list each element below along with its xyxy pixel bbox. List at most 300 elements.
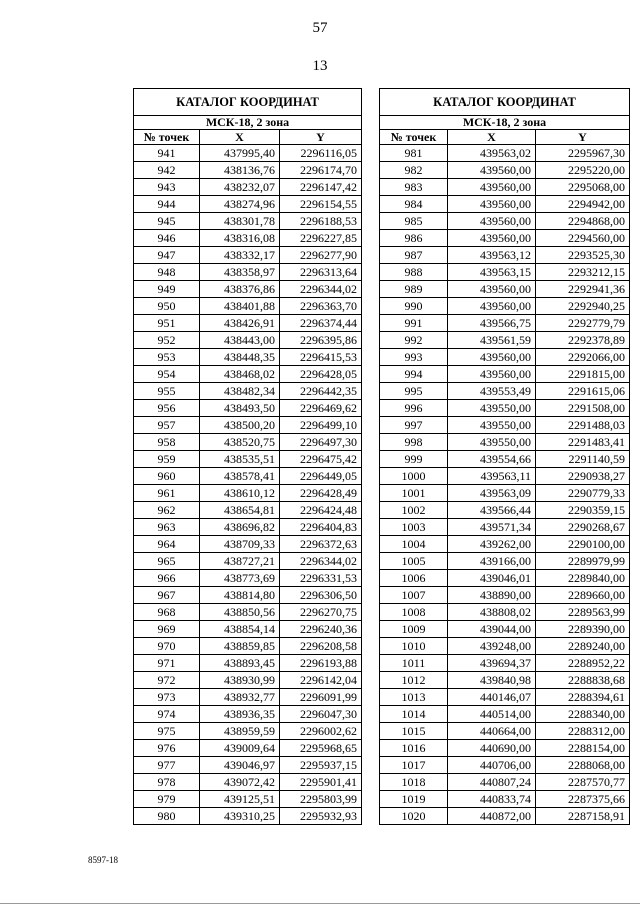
table-row [134, 706, 362, 723]
y-coordinate-cell: 2293525,30 [536, 247, 630, 264]
point-number-cell: 942 [134, 162, 200, 179]
bottom-divider [0, 903, 640, 904]
point-number-cell: 977 [134, 757, 200, 774]
table-row [380, 570, 630, 587]
y-coordinate-cell: 2296154,55 [280, 196, 362, 213]
table-row [134, 485, 362, 502]
point-number-cell: 976 [134, 740, 200, 757]
point-number-cell: 973 [134, 689, 200, 706]
table-row [380, 434, 630, 451]
y-coordinate-cell: 2296147,42 [280, 179, 362, 196]
y-coordinate-cell: 2296208,58 [280, 638, 362, 655]
point-number-cell: 1020 [380, 808, 448, 825]
y-coordinate-cell: 2289840,00 [536, 570, 630, 587]
y-coordinate-cell: 2295932,93 [280, 808, 362, 825]
y-coordinate-cell: 2296475,42 [280, 451, 362, 468]
table-row [134, 536, 362, 553]
table-row [380, 417, 630, 434]
x-coordinate-cell: 440146,07 [448, 689, 536, 706]
x-coordinate-cell: 439310,25 [200, 808, 280, 825]
point-number-cell: 993 [380, 349, 448, 366]
point-number-cell: 1014 [380, 706, 448, 723]
y-coordinate-cell: 2296313,64 [280, 264, 362, 281]
point-number-cell: 989 [380, 281, 448, 298]
y-coordinate-cell: 2296442,35 [280, 383, 362, 400]
x-coordinate-cell: 438773,69 [200, 570, 280, 587]
y-coordinate-cell: 2296395,86 [280, 332, 362, 349]
point-number-cell: 952 [134, 332, 200, 349]
x-coordinate-cell: 439044,00 [448, 621, 536, 638]
table-row [380, 366, 630, 383]
y-coordinate-cell: 2288838,68 [536, 672, 630, 689]
table-row [134, 621, 362, 638]
table-row [134, 145, 362, 162]
y-coordinate-cell: 2290938,27 [536, 468, 630, 485]
x-coordinate-cell: 438332,17 [200, 247, 280, 264]
table-row [380, 196, 630, 213]
table-row [134, 655, 362, 672]
y-coordinate-cell: 2294942,00 [536, 196, 630, 213]
x-coordinate-cell: 439046,01 [448, 570, 536, 587]
y-coordinate-cell: 2296270,75 [280, 604, 362, 621]
table-row [380, 162, 630, 179]
table-row [380, 604, 630, 621]
point-number-cell: 969 [134, 621, 200, 638]
x-coordinate-cell: 439694,37 [448, 655, 536, 672]
x-coordinate-cell: 438376,86 [200, 281, 280, 298]
table-row [380, 638, 630, 655]
x-coordinate-cell: 440706,00 [448, 757, 536, 774]
point-number-cell: 982 [380, 162, 448, 179]
point-number-cell: 1012 [380, 672, 448, 689]
point-number-cell: 948 [134, 264, 200, 281]
x-coordinate-cell: 438274,96 [200, 196, 280, 213]
x-coordinate-cell: 438232,07 [200, 179, 280, 196]
page-number: 57 [312, 20, 328, 36]
y-coordinate-cell: 2292378,89 [536, 332, 630, 349]
x-coordinate-cell: 440664,00 [448, 723, 536, 740]
y-coordinate-cell: 2294868,00 [536, 213, 630, 230]
x-coordinate-cell: 438578,41 [200, 468, 280, 485]
x-coordinate-cell: 438854,14 [200, 621, 280, 638]
y-coordinate-cell: 2296174,70 [280, 162, 362, 179]
catalog-zone: МСК-18, 2 зона [134, 116, 362, 130]
point-number-cell: 1010 [380, 638, 448, 655]
x-coordinate-cell: 438936,35 [200, 706, 280, 723]
y-coordinate-cell: 2289240,00 [536, 638, 630, 655]
x-coordinate-cell: 438301,78 [200, 213, 280, 230]
point-number-cell: 1015 [380, 723, 448, 740]
x-coordinate-cell: 440807,24 [448, 774, 536, 791]
table-row [380, 808, 630, 825]
point-number-cell: 988 [380, 264, 448, 281]
table-row [134, 604, 362, 621]
x-coordinate-cell: 439566,75 [448, 315, 536, 332]
table-row [134, 247, 362, 264]
table-row [134, 400, 362, 417]
point-number-cell: 953 [134, 349, 200, 366]
y-coordinate-cell: 2296331,53 [280, 570, 362, 587]
table-row [134, 791, 362, 808]
table-row [380, 298, 630, 315]
table-row [134, 689, 362, 706]
table-body [134, 145, 362, 825]
y-coordinate-cell: 2296227,85 [280, 230, 362, 247]
column-header-y: Y [280, 130, 362, 145]
table-row [380, 536, 630, 553]
x-coordinate-cell: 439166,00 [448, 553, 536, 570]
y-coordinate-cell: 2295068,00 [536, 179, 630, 196]
table-row [134, 281, 362, 298]
x-coordinate-cell: 439553,49 [448, 383, 536, 400]
y-coordinate-cell: 2296449,05 [280, 468, 362, 485]
table-row [380, 689, 630, 706]
table-row [134, 179, 362, 196]
table-row [134, 468, 362, 485]
x-coordinate-cell: 439560,00 [448, 230, 536, 247]
x-coordinate-cell: 439248,00 [448, 638, 536, 655]
x-coordinate-cell: 439560,00 [448, 179, 536, 196]
table-row [380, 723, 630, 740]
column-header-x: X [448, 130, 536, 145]
point-number-cell: 1005 [380, 553, 448, 570]
y-coordinate-cell: 2292779,79 [536, 315, 630, 332]
point-number-cell: 986 [380, 230, 448, 247]
point-number-cell: 1016 [380, 740, 448, 757]
y-coordinate-cell: 2291140,59 [536, 451, 630, 468]
point-number-cell: 947 [134, 247, 200, 264]
point-number-cell: 941 [134, 145, 200, 162]
x-coordinate-cell: 440872,00 [448, 808, 536, 825]
coordinate-catalog-table-right [379, 88, 630, 825]
point-number-cell: 1007 [380, 587, 448, 604]
y-coordinate-cell: 2296372,63 [280, 536, 362, 553]
table-row [380, 451, 630, 468]
table-body [380, 145, 630, 825]
table-row [380, 247, 630, 264]
catalog-title: КАТАЛОГ КООРДИНАТ [134, 89, 362, 116]
table-row [380, 281, 630, 298]
x-coordinate-cell: 438859,85 [200, 638, 280, 655]
x-coordinate-cell: 438482,34 [200, 383, 280, 400]
x-coordinate-cell: 438610,12 [200, 485, 280, 502]
point-number-cell: 958 [134, 434, 200, 451]
point-number-cell: 966 [134, 570, 200, 587]
y-coordinate-cell: 2296091,99 [280, 689, 362, 706]
y-coordinate-cell: 2296497,30 [280, 434, 362, 451]
x-coordinate-cell: 438709,33 [200, 536, 280, 553]
point-number-cell: 1009 [380, 621, 448, 638]
x-coordinate-cell: 439560,00 [448, 213, 536, 230]
point-number-cell: 983 [380, 179, 448, 196]
point-number-cell: 987 [380, 247, 448, 264]
y-coordinate-cell: 2288068,00 [536, 757, 630, 774]
x-coordinate-cell: 438520,75 [200, 434, 280, 451]
x-coordinate-cell: 439560,00 [448, 298, 536, 315]
x-coordinate-cell: 438890,00 [448, 587, 536, 604]
y-coordinate-cell: 2296499,10 [280, 417, 362, 434]
x-coordinate-cell: 440514,00 [448, 706, 536, 723]
table-row [380, 485, 630, 502]
y-coordinate-cell: 2290359,15 [536, 502, 630, 519]
table-row [380, 553, 630, 570]
point-number-cell: 984 [380, 196, 448, 213]
point-number-cell: 945 [134, 213, 200, 230]
x-coordinate-cell: 438932,77 [200, 689, 280, 706]
point-number-cell: 972 [134, 672, 200, 689]
point-number-cell: 954 [134, 366, 200, 383]
x-coordinate-cell: 439561,59 [448, 332, 536, 349]
point-number-cell: 998 [380, 434, 448, 451]
table-row [134, 774, 362, 791]
table-row [134, 213, 362, 230]
table-row [134, 332, 362, 349]
y-coordinate-cell: 2293212,15 [536, 264, 630, 281]
y-coordinate-cell: 2290100,00 [536, 536, 630, 553]
y-coordinate-cell: 2296240,36 [280, 621, 362, 638]
x-coordinate-cell: 438814,80 [200, 587, 280, 604]
y-coordinate-cell: 2295803,99 [280, 791, 362, 808]
point-number-cell: 980 [134, 808, 200, 825]
point-number-cell: 994 [380, 366, 448, 383]
table-row [134, 740, 362, 757]
point-number-cell: 946 [134, 230, 200, 247]
x-coordinate-cell: 438448,35 [200, 349, 280, 366]
x-coordinate-cell: 438654,81 [200, 502, 280, 519]
y-coordinate-cell: 2296277,90 [280, 247, 362, 264]
point-number-cell: 985 [380, 213, 448, 230]
x-coordinate-cell: 439563,11 [448, 468, 536, 485]
point-number-cell: 1004 [380, 536, 448, 553]
table-row [134, 162, 362, 179]
x-coordinate-cell: 439563,12 [448, 247, 536, 264]
table-row [380, 468, 630, 485]
table-row [134, 315, 362, 332]
point-number-cell: 992 [380, 332, 448, 349]
x-coordinate-cell: 438959,59 [200, 723, 280, 740]
x-coordinate-cell: 438358,97 [200, 264, 280, 281]
y-coordinate-cell: 2288394,61 [536, 689, 630, 706]
table-row [134, 264, 362, 281]
document-code: 8597-18 [88, 855, 118, 865]
point-number-cell: 981 [380, 145, 448, 162]
point-number-cell: 1018 [380, 774, 448, 791]
y-coordinate-cell: 2295220,00 [536, 162, 630, 179]
table-row [380, 179, 630, 196]
table-row [134, 672, 362, 689]
y-coordinate-cell: 2296363,70 [280, 298, 362, 315]
y-coordinate-cell: 2296344,02 [280, 553, 362, 570]
column-header-point: № точек [134, 130, 200, 145]
table-row [380, 791, 630, 808]
x-coordinate-cell: 438316,08 [200, 230, 280, 247]
table-row [134, 383, 362, 400]
table-row [380, 774, 630, 791]
y-coordinate-cell: 2288154,00 [536, 740, 630, 757]
y-coordinate-cell: 2289660,00 [536, 587, 630, 604]
point-number-cell: 1000 [380, 468, 448, 485]
table-row [380, 519, 630, 536]
y-coordinate-cell: 2296415,53 [280, 349, 362, 366]
catalog-zone: МСК-18, 2 зона [380, 116, 630, 130]
x-coordinate-cell: 438808,02 [448, 604, 536, 621]
y-coordinate-cell: 2296428,49 [280, 485, 362, 502]
y-coordinate-cell: 2294560,00 [536, 230, 630, 247]
y-coordinate-cell: 2288952,22 [536, 655, 630, 672]
table-row [134, 417, 362, 434]
table-row [134, 502, 362, 519]
table-row [134, 723, 362, 740]
x-coordinate-cell: 439560,00 [448, 366, 536, 383]
y-coordinate-cell: 2289390,00 [536, 621, 630, 638]
y-coordinate-cell: 2292066,00 [536, 349, 630, 366]
table-row [134, 349, 362, 366]
point-number-cell: 974 [134, 706, 200, 723]
y-coordinate-cell: 2291815,00 [536, 366, 630, 383]
y-coordinate-cell: 2296306,50 [280, 587, 362, 604]
y-coordinate-cell: 2296424,48 [280, 502, 362, 519]
y-coordinate-cell: 2296142,04 [280, 672, 362, 689]
y-coordinate-cell: 2289979,99 [536, 553, 630, 570]
point-number-cell: 950 [134, 298, 200, 315]
table-row [134, 570, 362, 587]
x-coordinate-cell: 439563,09 [448, 485, 536, 502]
x-coordinate-cell: 438500,20 [200, 417, 280, 434]
y-coordinate-cell: 2296404,83 [280, 519, 362, 536]
point-number-cell: 949 [134, 281, 200, 298]
point-number-cell: 943 [134, 179, 200, 196]
point-number-cell: 962 [134, 502, 200, 519]
table-row [134, 519, 362, 536]
table-row [134, 196, 362, 213]
y-coordinate-cell: 2291615,06 [536, 383, 630, 400]
point-number-cell: 961 [134, 485, 200, 502]
point-number-cell: 1017 [380, 757, 448, 774]
point-number-cell: 1008 [380, 604, 448, 621]
table-row [380, 502, 630, 519]
x-coordinate-cell: 438443,00 [200, 332, 280, 349]
point-number-cell: 1011 [380, 655, 448, 672]
y-coordinate-cell: 2296188,53 [280, 213, 362, 230]
x-coordinate-cell: 439563,02 [448, 145, 536, 162]
y-coordinate-cell: 2296193,88 [280, 655, 362, 672]
table-row [134, 230, 362, 247]
y-coordinate-cell: 2292940,25 [536, 298, 630, 315]
table-row [380, 672, 630, 689]
y-coordinate-cell: 2296374,44 [280, 315, 362, 332]
point-number-cell: 1001 [380, 485, 448, 502]
x-coordinate-cell: 439072,42 [200, 774, 280, 791]
table-row [380, 757, 630, 774]
y-coordinate-cell: 2287158,91 [536, 808, 630, 825]
y-coordinate-cell: 2296047,30 [280, 706, 362, 723]
table-row [134, 553, 362, 570]
y-coordinate-cell: 2296344,02 [280, 281, 362, 298]
table-row [380, 655, 630, 672]
point-number-cell: 1006 [380, 570, 448, 587]
y-coordinate-cell: 2296116,05 [280, 145, 362, 162]
x-coordinate-cell: 439550,00 [448, 434, 536, 451]
y-coordinate-cell: 2296469,62 [280, 400, 362, 417]
point-number-cell: 975 [134, 723, 200, 740]
column-header-x: X [200, 130, 280, 145]
coordinate-catalog-table-left [133, 88, 362, 825]
table-row [380, 145, 630, 162]
x-coordinate-cell: 439563,15 [448, 264, 536, 281]
point-number-cell: 1003 [380, 519, 448, 536]
point-number-cell: 955 [134, 383, 200, 400]
x-coordinate-cell: 438468,02 [200, 366, 280, 383]
y-coordinate-cell: 2291483,41 [536, 434, 630, 451]
x-coordinate-cell: 440690,00 [448, 740, 536, 757]
table-row [134, 808, 362, 825]
point-number-cell: 996 [380, 400, 448, 417]
y-coordinate-cell: 2289563,99 [536, 604, 630, 621]
table-row [380, 400, 630, 417]
x-coordinate-cell: 437995,40 [200, 145, 280, 162]
point-number-cell: 979 [134, 791, 200, 808]
point-number-cell: 999 [380, 451, 448, 468]
x-coordinate-cell: 438696,82 [200, 519, 280, 536]
y-coordinate-cell: 2295937,15 [280, 757, 362, 774]
x-coordinate-cell: 438535,51 [200, 451, 280, 468]
point-number-cell: 990 [380, 298, 448, 315]
y-coordinate-cell: 2296428,05 [280, 366, 362, 383]
x-coordinate-cell: 439550,00 [448, 400, 536, 417]
point-number-cell: 967 [134, 587, 200, 604]
point-number-cell: 971 [134, 655, 200, 672]
column-header-y: Y [536, 130, 630, 145]
x-coordinate-cell: 438426,91 [200, 315, 280, 332]
y-coordinate-cell: 2290268,67 [536, 519, 630, 536]
point-number-cell: 959 [134, 451, 200, 468]
x-coordinate-cell: 439125,51 [200, 791, 280, 808]
point-number-cell: 1019 [380, 791, 448, 808]
table-row [380, 213, 630, 230]
column-header-point: № точек [380, 130, 448, 145]
x-coordinate-cell: 439009,64 [200, 740, 280, 757]
point-number-cell: 960 [134, 468, 200, 485]
y-coordinate-cell: 2290779,33 [536, 485, 630, 502]
point-number-cell: 1002 [380, 502, 448, 519]
point-number-cell: 956 [134, 400, 200, 417]
table-row [380, 332, 630, 349]
table-row [380, 315, 630, 332]
y-coordinate-cell: 2288312,00 [536, 723, 630, 740]
x-coordinate-cell: 439262,00 [448, 536, 536, 553]
y-coordinate-cell: 2295901,41 [280, 774, 362, 791]
point-number-cell: 997 [380, 417, 448, 434]
section-number: 13 [312, 58, 328, 74]
x-coordinate-cell: 440833,74 [448, 791, 536, 808]
table-row [134, 638, 362, 655]
x-coordinate-cell: 439571,34 [448, 519, 536, 536]
point-number-cell: 964 [134, 536, 200, 553]
table-row [134, 757, 362, 774]
y-coordinate-cell: 2291508,00 [536, 400, 630, 417]
y-coordinate-cell: 2295967,30 [536, 145, 630, 162]
table-row [380, 383, 630, 400]
point-number-cell: 968 [134, 604, 200, 621]
y-coordinate-cell: 2287375,66 [536, 791, 630, 808]
x-coordinate-cell: 439560,00 [448, 162, 536, 179]
x-coordinate-cell: 438401,88 [200, 298, 280, 315]
y-coordinate-cell: 2296002,62 [280, 723, 362, 740]
point-number-cell: 951 [134, 315, 200, 332]
point-number-cell: 965 [134, 553, 200, 570]
x-coordinate-cell: 439560,00 [448, 196, 536, 213]
catalog-title: КАТАЛОГ КООРДИНАТ [380, 89, 630, 116]
